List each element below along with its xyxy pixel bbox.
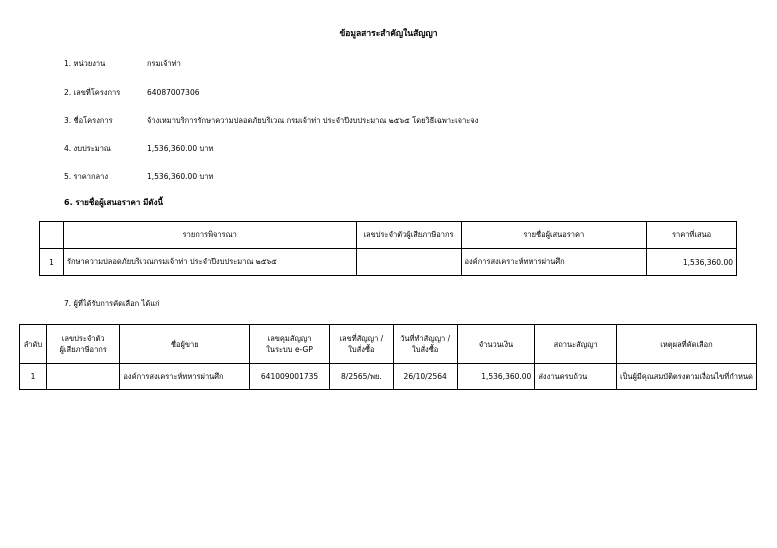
table-header-cell: เหตุผลที่คัดเลือก <box>617 325 757 364</box>
egp-contract-number: 641009001735 <box>250 364 330 390</box>
vendor-name: องค์การสงเคราะห์ทหารผ่านศึก <box>120 364 250 390</box>
amount: 1,536,360.00 <box>457 364 535 390</box>
field-value: 1,536,360.00 บาท <box>147 144 214 153</box>
field-label: 1. หน่วยงาน <box>64 59 106 68</box>
table-header-cell: ชื่อผู้ขาย <box>120 325 250 364</box>
contract-status: ส่งงานครบถ้วน <box>535 364 617 390</box>
table-header-row <box>20 325 757 364</box>
bidder-name: องค์การสงเคราะห์ทหารผ่านศึก <box>461 249 647 276</box>
field-agency <box>64 58 181 70</box>
row-index: 1 <box>40 249 64 276</box>
tax-id <box>356 249 461 276</box>
contract-date: 26/10/2564 <box>393 364 457 390</box>
field-project-name <box>64 115 478 127</box>
table-header-row <box>40 222 737 249</box>
winner-heading: 7. ผู้ที่ได้รับการคัดเลือก ได้แก่ <box>64 299 160 308</box>
field-label: 2. เลขที่โครงการ <box>64 88 121 97</box>
field-median-price <box>64 171 213 183</box>
contract-number: 8/2565/พย. <box>329 364 393 390</box>
field-value: กรมเจ้าท่า <box>147 59 181 68</box>
field-value: จ้างเหมาบริการรักษาความปลอดภัยบริเวณ กรมเจ้าท่า ประจำปีงบประมาณ ๒๕๖๕ โดยวิธีเฉพาะเจาะจง <box>147 116 479 125</box>
selection-reason: เป็นผู้มีคุณสมบัติตรงตามเงื่อนไขที่กำหนด <box>617 364 757 390</box>
table-header-cell: เลขที่สัญญา / ใบสั่งซื้อ <box>329 325 393 364</box>
field-label: 4. งบประมาณ <box>64 144 111 153</box>
table-header-cell: รายชื่อผู้เสนอราคา <box>461 222 647 249</box>
offer-table <box>39 221 737 276</box>
field-project-number <box>64 87 200 99</box>
field-label: 3. ชื่อโครงการ <box>64 116 113 125</box>
table-row <box>20 364 757 390</box>
table-row <box>40 249 737 276</box>
field-budget <box>64 143 213 155</box>
field-value: 1,536,360.00 บาท <box>147 172 214 181</box>
document-title: ข้อมูลสาระสำคัญในสัญญา <box>339 29 438 39</box>
offered-price: 1,536,360.00 <box>647 249 737 276</box>
table-header-cell: เลขประจำตัว ผู้เสียภาษีอากร <box>46 325 119 364</box>
table-header-cell: ราคาที่เสนอ <box>647 222 737 249</box>
table-header-cell: เลขประจำตัวผู้เสียภาษีอากร <box>356 222 461 249</box>
field-label: 5. ราคากลาง <box>64 172 109 181</box>
field-value: 64087007306 <box>147 88 200 97</box>
tax-id <box>46 364 119 390</box>
table-header-cell <box>40 222 64 249</box>
table-header-cell: ลำดับ <box>20 325 47 364</box>
table-header-cell: วันที่ทำสัญญา / ใบสั่งซื้อ <box>393 325 457 364</box>
table-header-cell: รายการพิจารณา <box>63 222 356 249</box>
bidders-heading: 6. รายชื่อผู้เสนอราคา มีดังนี้ <box>64 198 163 207</box>
winner-table <box>19 324 757 390</box>
table-header-cell: สถานะสัญญา <box>535 325 617 364</box>
table-header-cell: เลขคุมสัญญา ในระบบ e-GP <box>250 325 330 364</box>
table-header-cell: จำนวนเงิน <box>457 325 535 364</box>
item-description: รักษาความปลอดภัยบริเวณกรมเจ้าท่า ประจำปีงบประมาณ ๒๕๖๕ <box>63 249 356 276</box>
row-index: 1 <box>20 364 47 390</box>
